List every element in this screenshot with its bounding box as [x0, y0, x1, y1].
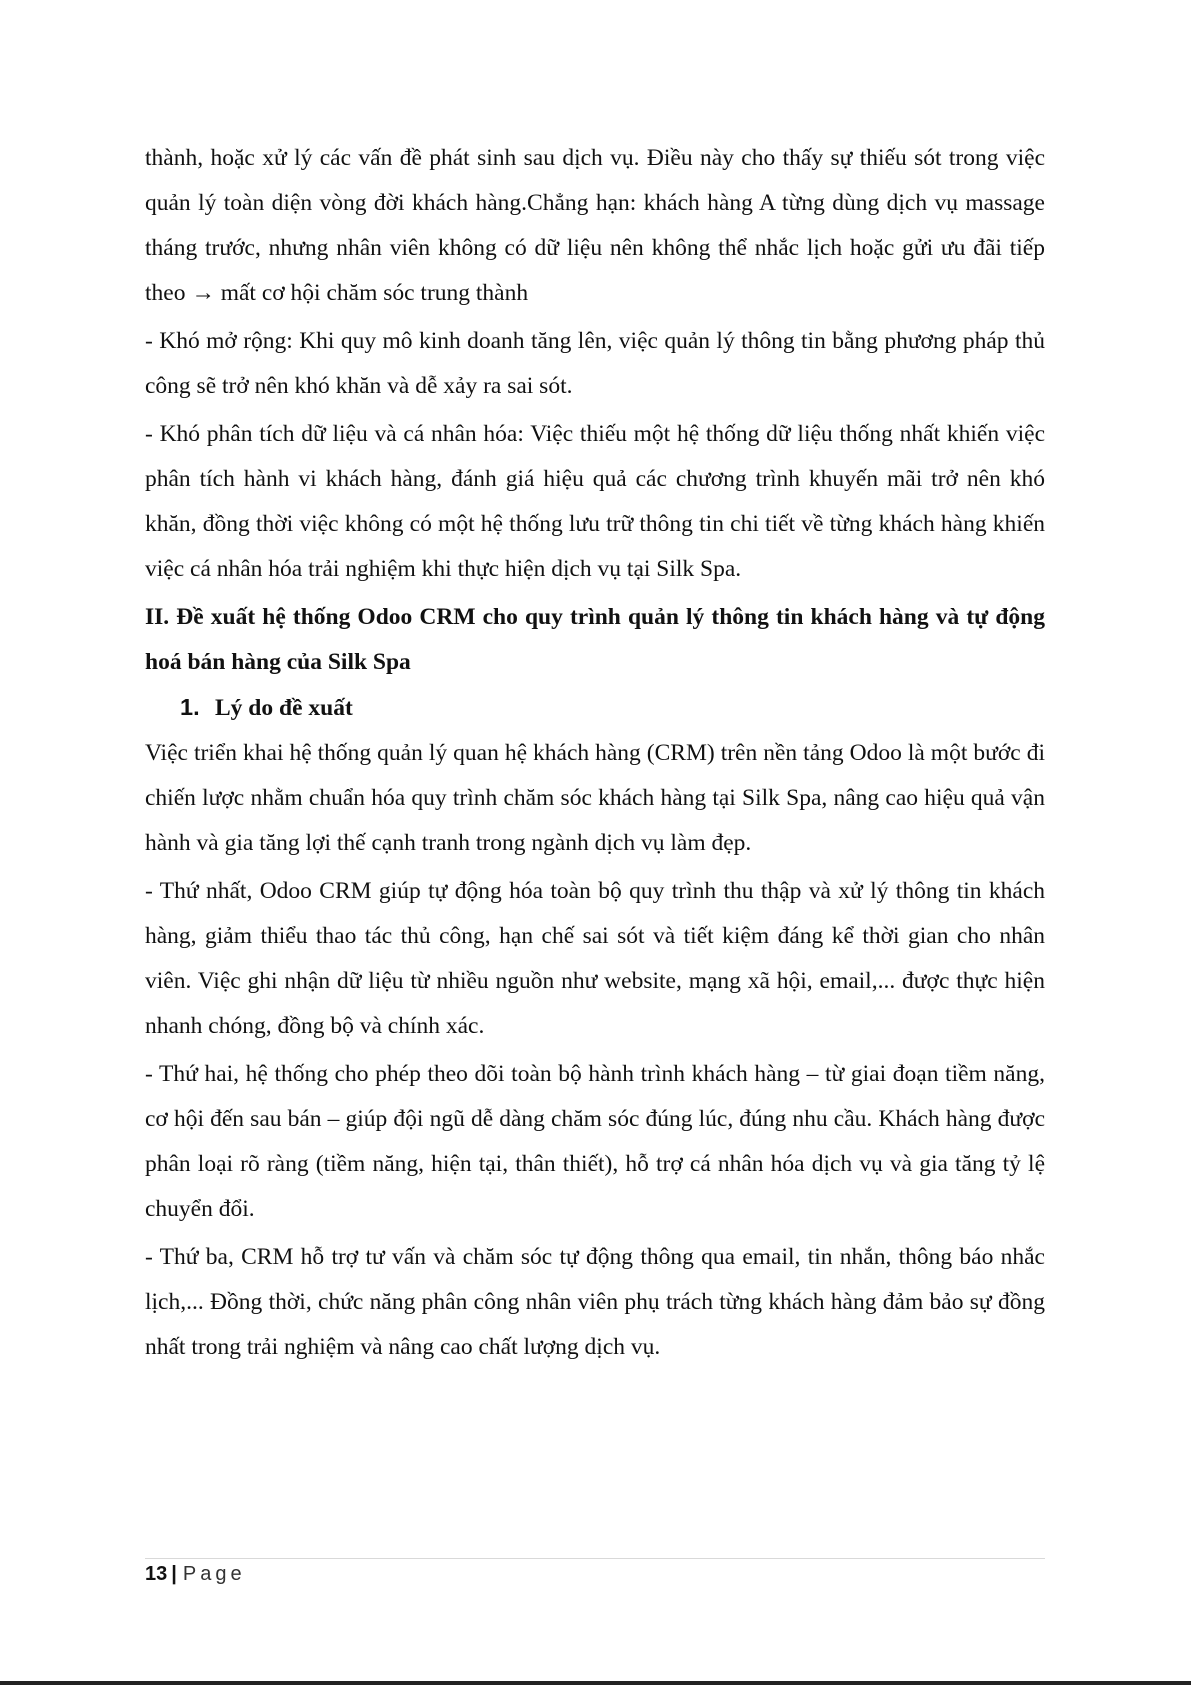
footer-separator: | [171, 1563, 177, 1585]
page-bottom-edge [0, 1681, 1191, 1685]
subsection-title: Lý do đề xuất [215, 695, 353, 721]
page-footer [145, 1561, 246, 1587]
subsection-number: 1. [180, 694, 200, 720]
page-label: Page [182, 1563, 246, 1585]
paragraph-analytics: - Khó phân tích dữ liệu và cá nhân hóa: Việc thiếu một hệ thống dữ liệu thống nhất khiến việc phân tích hành vi khách hàng, đánh giá hiệu quả các chương trình khuyến mãi trở nên khó khăn, đồng thời việc không có một hệ thống lưu trữ thông tin chi tiết về từng khách hàng khiến việc cá nhân hóa trải nghiệm khi thực hiện dịch vụ tại Silk Spa. [145, 421, 1045, 582]
footer-divider [145, 1558, 1045, 1559]
paragraph-lifecycle: thành, hoặc xử lý các vấn đề phát sinh sau dịch vụ. Điều này cho thấy sự thiếu sót trong việc quản lý toàn diện vòng đời khách hàng.Chẳng hạn: khách hàng A từng dùng dịch vụ massage tháng trước, nhưng nhân viên không có dữ liệu nên không thể nhắc lịch hoặc gửi ưu đãi tiếp theo → mất cơ hội chăm sóc trung thành [145, 145, 1045, 306]
section-heading-ii: II. Đề xuất hệ thống Odoo CRM cho quy trình quản lý thông tin khách hàng và tự động hoá bán hàng của Silk Spa [145, 604, 1045, 675]
page-number: 13 [145, 1563, 168, 1585]
subsection-heading-1 [145, 685, 1045, 731]
paragraph-third-reason: - Thứ ba, CRM hỗ trợ tư vấn và chăm sóc tự động thông qua email, tin nhắn, thông báo nhắc lịch,... Đồng thời, chức năng phân công nhân viên phụ trách từng khách hàng đảm bảo sự đồng nhất trong trải nghiệm và nâng cao chất lượng dịch vụ. [145, 1244, 1045, 1360]
paragraph-intro-crm: Việc triển khai hệ thống quản lý quan hệ khách hàng (CRM) trên nền tảng Odoo là một bước đi chiến lược nhằm chuẩn hóa quy trình chăm sóc khách hàng tại Silk Spa, nâng cao hiệu quả vận hành và gia tăng lợi thế cạnh tranh trong ngành dịch vụ làm đẹp. [145, 740, 1045, 856]
paragraph-first-reason: - Thứ nhất, Odoo CRM giúp tự động hóa toàn bộ quy trình thu thập và xử lý thông tin khách hàng, giảm thiểu thao tác thủ công, hạn chế sai sót và tiết kiệm đáng kể thời gian cho nhân viên. Việc ghi nhận dữ liệu từ nhiều nguồn như website, mạng xã hội, email,... được thực hiện nhanh chóng, đồng bộ và chính xác. [145, 878, 1045, 1039]
paragraph-scaling: - Khó mở rộng: Khi quy mô kinh doanh tăng lên, việc quản lý thông tin bằng phương pháp thủ công sẽ trở nên khó khăn và dễ xảy ra sai sót. [145, 328, 1045, 399]
document-body [145, 136, 1045, 1373]
paragraph-second-reason: - Thứ hai, hệ thống cho phép theo dõi toàn bộ hành trình khách hàng – từ giai đoạn tiềm năng, cơ hội đến sau bán – giúp đội ngũ dễ dàng chăm sóc đúng lúc, đúng nhu cầu. Khách hàng được phân loại rõ ràng (tiềm năng, hiện tại, thân thiết), hỗ trợ cá nhân hóa dịch vụ và gia tăng tỷ lệ chuyển đổi. [145, 1061, 1045, 1222]
